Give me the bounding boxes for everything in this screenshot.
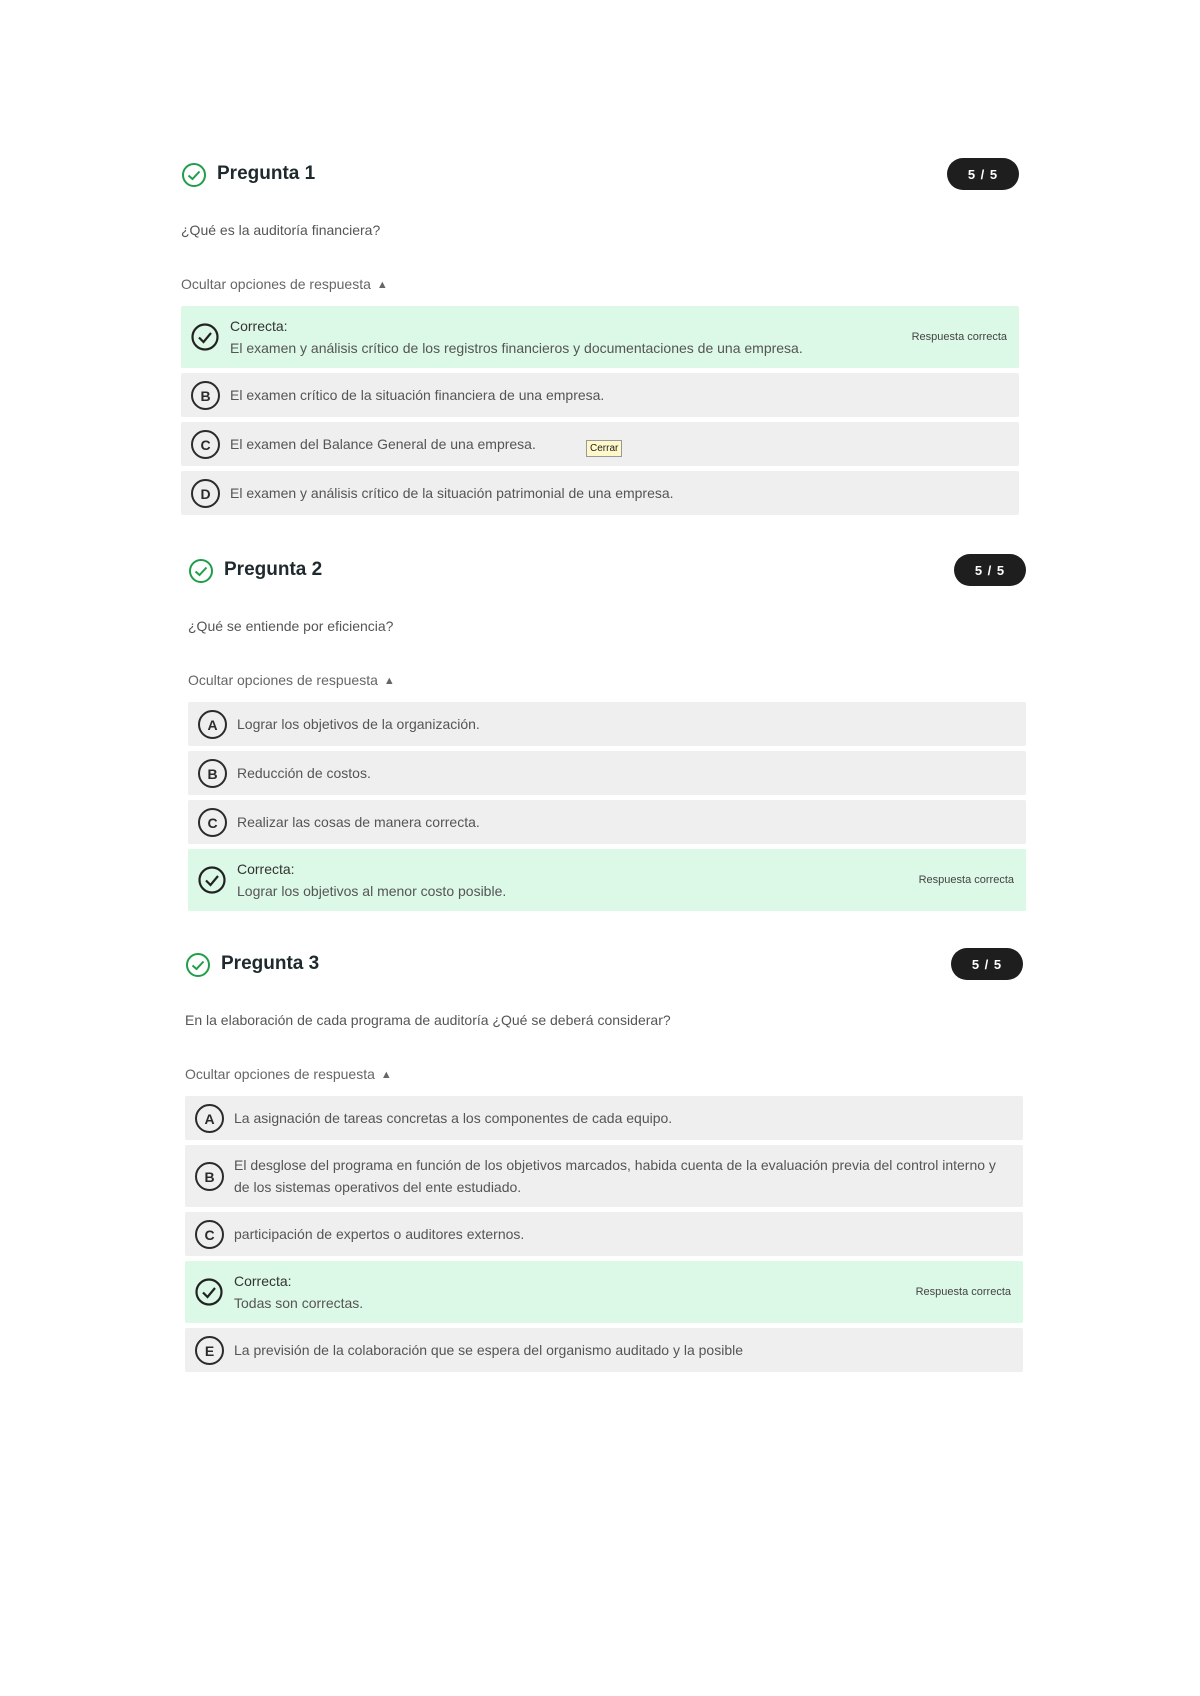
correct-label: Correcta: (230, 318, 288, 334)
option-letter: D (191, 479, 220, 508)
option-letter: C (191, 430, 220, 459)
correct-label: Correcta: (237, 861, 295, 877)
correct-answer-tag: Respuesta correcta (915, 1286, 1011, 1298)
toggle-label: Ocultar opciones de respuesta (185, 1066, 375, 1082)
option-letter: A (198, 710, 227, 739)
question-title: Pregunta 2 (224, 559, 323, 580)
option-text: Lograr los objetivos al menor costo posible. (237, 883, 507, 899)
hide-options-toggle[interactable] (181, 276, 388, 292)
option-a[interactable] (185, 1096, 1023, 1140)
chevron-up-icon: ▲ (376, 279, 388, 291)
check-circle-icon (188, 558, 214, 584)
question-3 (185, 948, 1023, 1359)
option-text: Reducción de costos. (237, 765, 371, 781)
option-correct[interactable] (185, 1261, 1023, 1323)
check-circle-icon (181, 162, 207, 188)
option-letter: B (191, 381, 220, 410)
option-b[interactable] (188, 751, 1026, 795)
option-text: Lograr los objetivos de la organización. (237, 716, 480, 732)
check-circle-icon (197, 865, 227, 895)
close-tooltip[interactable]: Cerrar (586, 440, 622, 457)
question-header (188, 554, 1026, 588)
question-header (181, 158, 1019, 192)
option-text: Realizar las cosas de manera correcta. (237, 814, 480, 830)
question-text: ¿Qué es la auditoría financiera? (181, 222, 381, 238)
correct-label: Correcta: (234, 1273, 292, 1289)
option-letter: C (195, 1220, 224, 1249)
option-letter: E (195, 1336, 224, 1365)
option-c[interactable] (188, 800, 1026, 844)
toggle-label: Ocultar opciones de respuesta (181, 276, 371, 292)
toggle-label: Ocultar opciones de respuesta (188, 672, 378, 688)
score-badge: 5 / 5 (947, 158, 1019, 190)
option-b[interactable] (181, 373, 1019, 417)
option-e[interactable] (185, 1328, 1023, 1372)
chevron-up-icon: ▲ (380, 1069, 392, 1081)
option-letter: C (198, 808, 227, 837)
question-text: ¿Qué se entiende por eficiencia? (188, 618, 394, 634)
check-circle-icon (185, 952, 211, 978)
option-d[interactable] (181, 471, 1019, 515)
option-text: El desglose del programa en función de los objetivos marcados, habida cuenta de la evaluación previa del control interno y de los sistemas operativos del ente estudiado. (234, 1157, 996, 1195)
option-letter: A (195, 1104, 224, 1133)
option-letter: B (195, 1162, 224, 1191)
option-text: El examen del Balance General de una empresa. (230, 436, 536, 452)
options-list (188, 702, 1026, 916)
hide-options-toggle[interactable] (188, 672, 395, 688)
question-header (185, 948, 1023, 982)
options-list (181, 306, 1019, 520)
score-badge: 5 / 5 (954, 554, 1026, 586)
option-text: Todas son correctas. (234, 1295, 364, 1311)
check-circle-icon (194, 1277, 224, 1307)
question-title: Pregunta 3 (221, 953, 320, 974)
option-text: La asignación de tareas concretas a los componentes de cada equipo. (234, 1110, 673, 1126)
question-title: Pregunta 1 (217, 163, 316, 184)
option-text: El examen y análisis crítico de la situación patrimonial de una empresa. (230, 485, 674, 501)
hide-options-toggle[interactable] (185, 1066, 392, 1082)
option-correct[interactable] (181, 306, 1019, 368)
option-correct[interactable] (188, 849, 1026, 911)
option-text: participación de expertos o auditores externos. (234, 1226, 525, 1242)
correct-answer-tag: Respuesta correcta (918, 874, 1014, 886)
check-circle-icon (190, 322, 220, 352)
score-badge: 5 / 5 (951, 948, 1023, 980)
question-text: En la elaboración de cada programa de auditoría ¿Qué se deberá considerar? (185, 1012, 671, 1028)
options-list (185, 1096, 1023, 1377)
option-text: El examen crítico de la situación financiera de una empresa. (230, 387, 605, 403)
correct-answer-tag: Respuesta correcta (911, 331, 1007, 343)
option-c[interactable] (185, 1212, 1023, 1256)
option-b[interactable] (185, 1145, 1023, 1207)
option-a[interactable] (188, 702, 1026, 746)
chevron-up-icon: ▲ (383, 675, 395, 687)
option-letter: B (198, 759, 227, 788)
option-text: El examen y análisis crítico de los registros financieros y documentaciones de una empresa. (230, 340, 803, 356)
question-2 (188, 554, 1026, 899)
option-text: La previsión de la colaboración que se espera del organismo auditado y la posible (234, 1342, 743, 1358)
